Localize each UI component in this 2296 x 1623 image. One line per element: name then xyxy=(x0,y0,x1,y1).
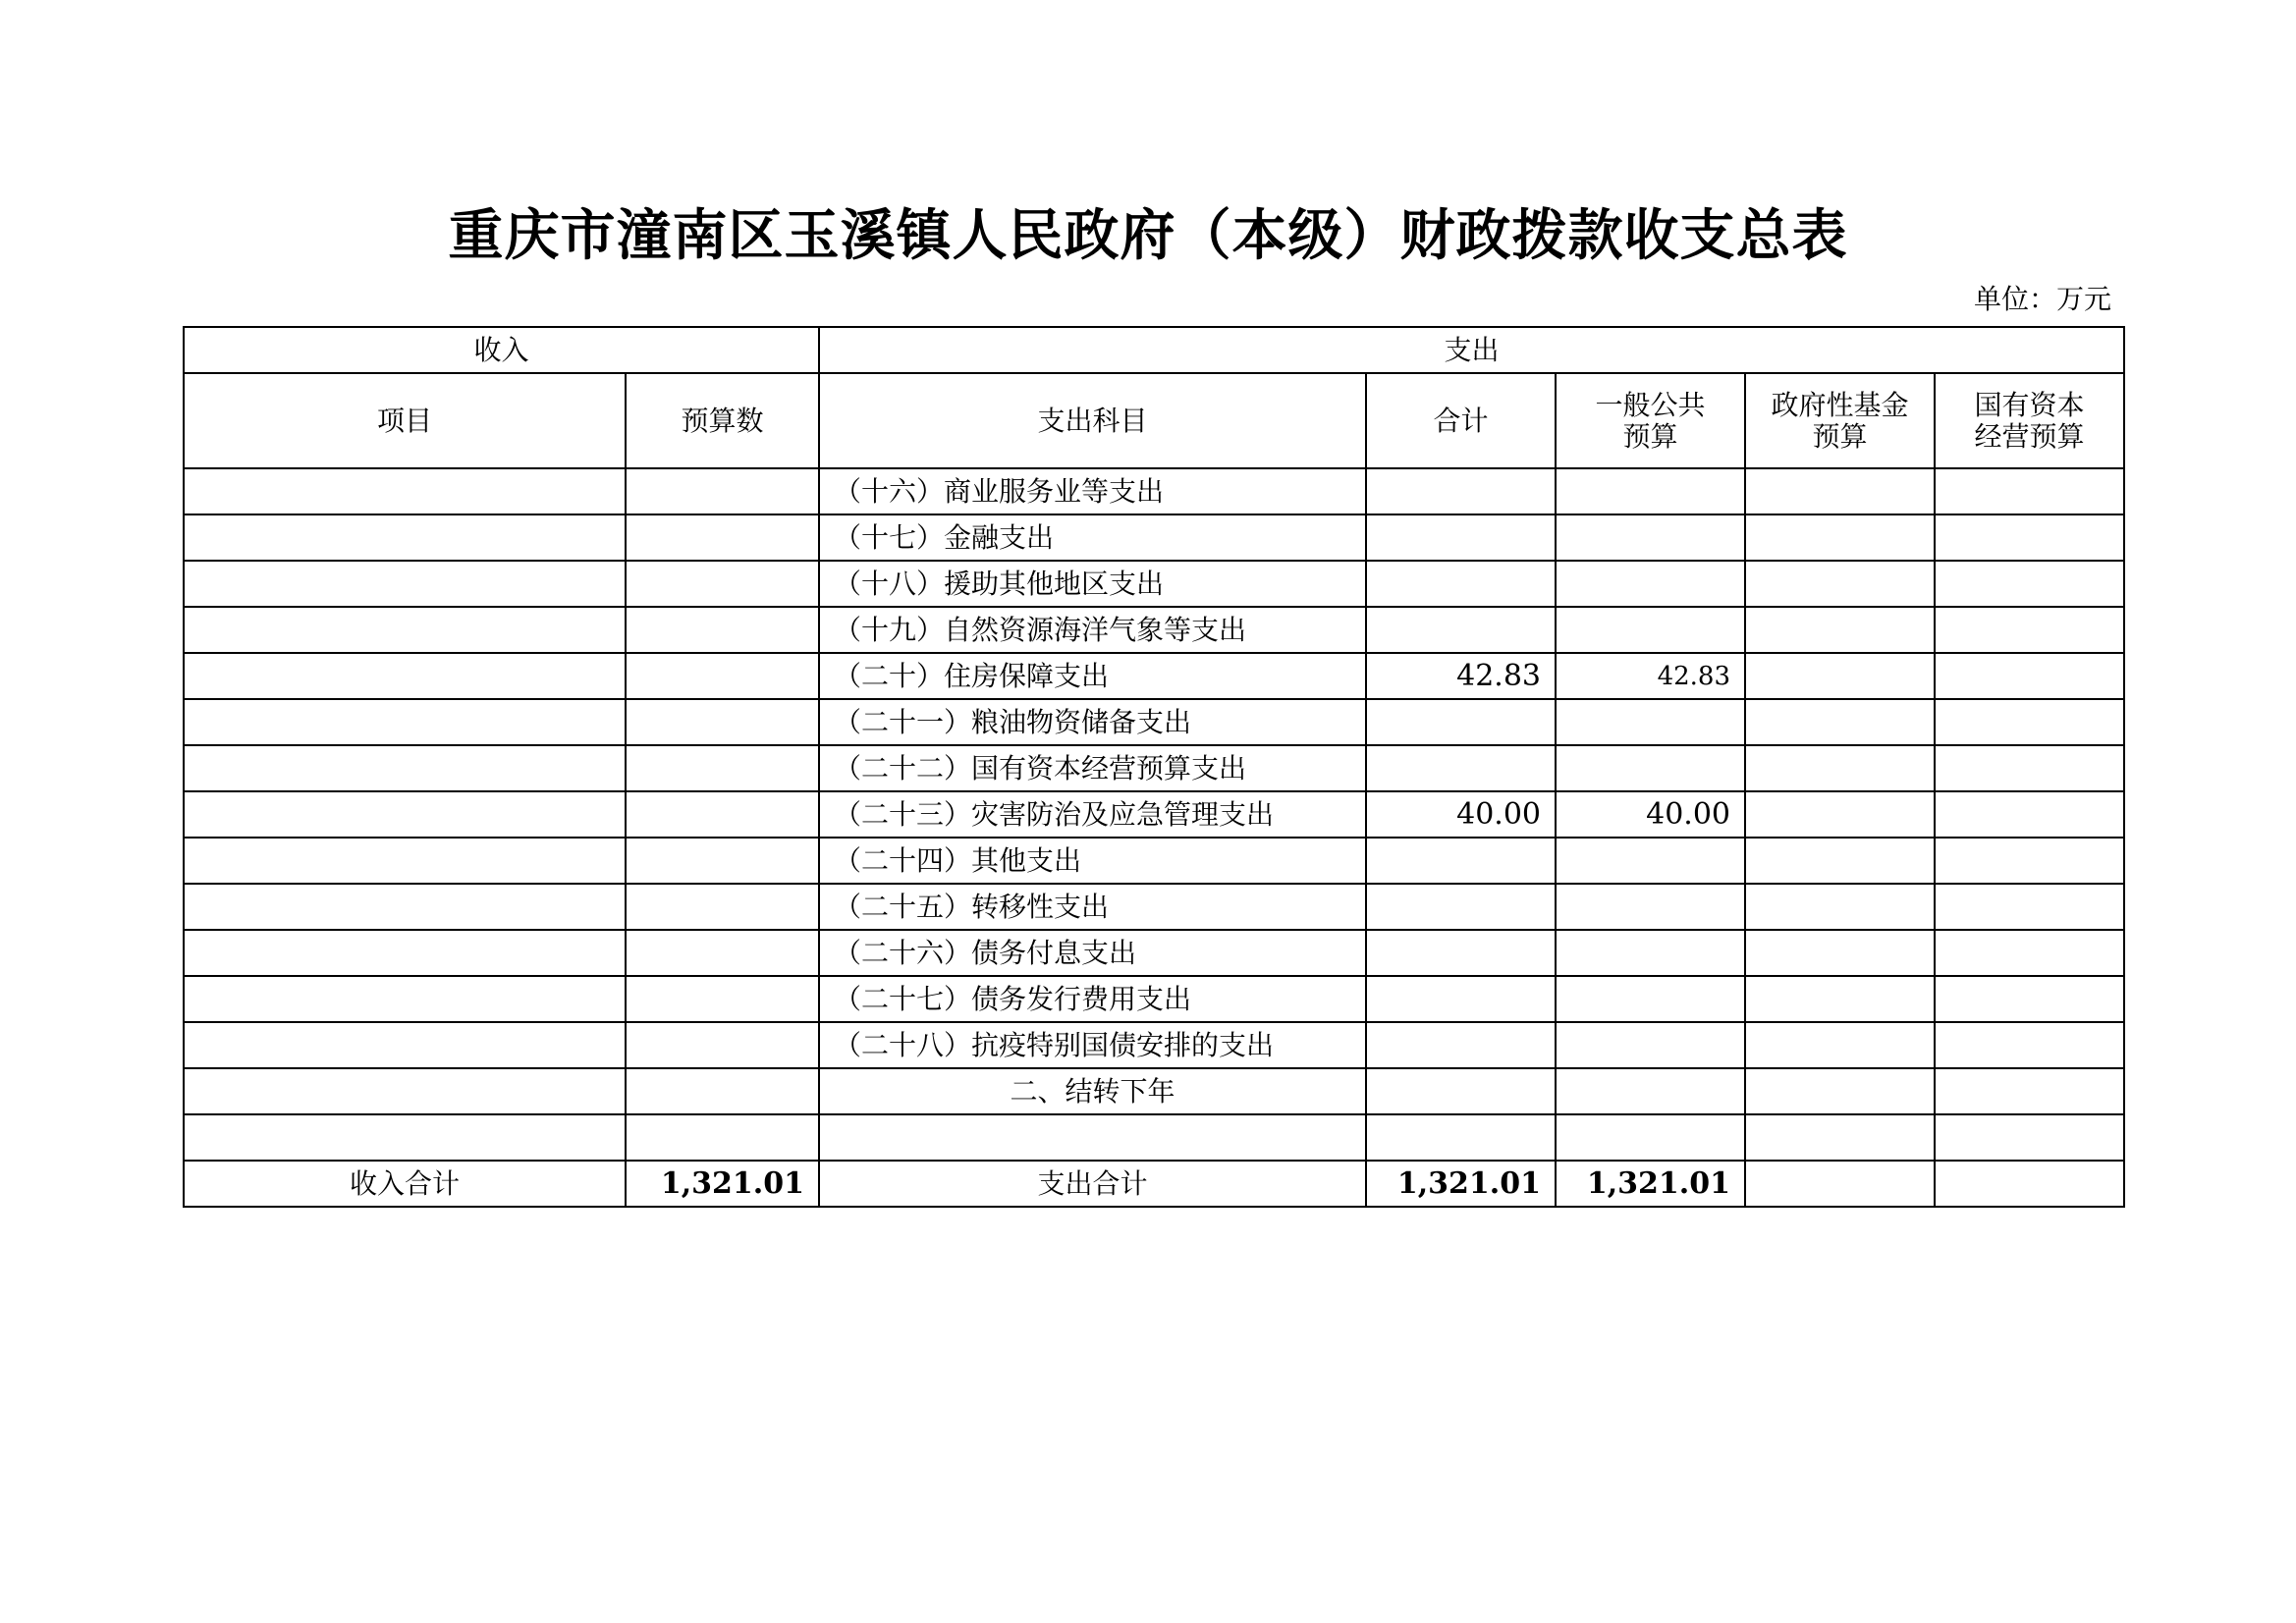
fund-cell xyxy=(1745,514,1935,561)
table-row xyxy=(184,607,2124,653)
general-cell xyxy=(1556,1022,1745,1068)
item-cell xyxy=(184,607,626,653)
item-cell xyxy=(184,561,626,607)
fund-cell xyxy=(1745,1068,1935,1114)
subject-cell: （二十一）粮油物资储备支出 xyxy=(819,699,1366,745)
state-capital-header: 国有资本 经营预算 xyxy=(1935,373,2124,468)
capital-cell xyxy=(1935,653,2124,699)
capital-cell xyxy=(1935,607,2124,653)
budget-cell xyxy=(626,699,819,745)
general-cell xyxy=(1556,930,1745,976)
unit-label: 单位：万元 xyxy=(1973,283,2111,315)
subject-cell: （二十五）转移性支出 xyxy=(819,884,1366,930)
fund-cell xyxy=(1745,653,1935,699)
capital-cell xyxy=(1935,1068,2124,1114)
subject-cell: （十七）金融支出 xyxy=(819,514,1366,561)
total-cell: 42.83 xyxy=(1366,653,1556,699)
general-cell xyxy=(1556,607,1745,653)
item-cell xyxy=(184,976,626,1022)
subject-cell: （十九）自然资源海洋气象等支出 xyxy=(819,607,1366,653)
total-cell xyxy=(1366,745,1556,791)
subject-cell: （二十六）债务付息支出 xyxy=(819,930,1366,976)
fund-cell xyxy=(1745,561,1935,607)
total-cell xyxy=(1366,561,1556,607)
budget-cell xyxy=(626,468,819,514)
table-row xyxy=(184,745,2124,791)
general-cell xyxy=(1556,884,1745,930)
general-public-header: 一般公共 预算 xyxy=(1556,373,1745,468)
item-cell xyxy=(184,468,626,514)
capital-cell xyxy=(1935,561,2124,607)
subject-cell: （二十三）灾害防治及应急管理支出 xyxy=(819,791,1366,838)
general-cell: 40.00 xyxy=(1556,791,1745,838)
subject-cell: （二十七）债务发行费用支出 xyxy=(819,976,1366,1022)
item-cell xyxy=(184,1022,626,1068)
item-cell xyxy=(184,884,626,930)
capital-cell xyxy=(1935,976,2124,1022)
subject-cell: （二十八）抗疫特别国债安排的支出 xyxy=(819,1022,1366,1068)
budget-cell xyxy=(626,838,819,884)
fund-cell xyxy=(1745,1022,1935,1068)
total-cell xyxy=(1366,699,1556,745)
budget-cell xyxy=(626,1114,819,1161)
total-cell xyxy=(1366,514,1556,561)
general-cell xyxy=(1556,468,1745,514)
capital-cell xyxy=(1935,838,2124,884)
income-total-label: 收入合计 xyxy=(184,1161,626,1207)
fund-cell xyxy=(1745,976,1935,1022)
budget-cell xyxy=(626,1022,819,1068)
general-cell xyxy=(1556,699,1745,745)
table-row xyxy=(184,930,2124,976)
item-cell xyxy=(184,514,626,561)
total-header: 合计 xyxy=(1366,373,1556,468)
totals-row xyxy=(184,1161,2124,1207)
fund-cell xyxy=(1745,745,1935,791)
general-cell xyxy=(1556,838,1745,884)
item-cell xyxy=(184,1114,626,1161)
table-row xyxy=(184,1114,2124,1161)
subject-cell: （二十四）其他支出 xyxy=(819,838,1366,884)
budget-cell xyxy=(626,745,819,791)
budget-cell xyxy=(626,884,819,930)
budget-cell xyxy=(626,607,819,653)
table-row xyxy=(184,976,2124,1022)
total-cell xyxy=(1366,930,1556,976)
header-row-2 xyxy=(184,373,2124,468)
budget-cell xyxy=(626,1068,819,1114)
expense-general-total: 1,321.01 xyxy=(1556,1161,1745,1207)
subject-cell: （十八）援助其他地区支出 xyxy=(819,561,1366,607)
capital-cell xyxy=(1935,1022,2124,1068)
table-row xyxy=(184,468,2124,514)
general-cell xyxy=(1556,1068,1745,1114)
subject-cell: 二、结转下年 xyxy=(819,1068,1366,1114)
general-cell xyxy=(1556,1114,1745,1161)
total-cell xyxy=(1366,1022,1556,1068)
table-row xyxy=(184,791,2124,838)
total-cell xyxy=(1366,1114,1556,1161)
table-row xyxy=(184,838,2124,884)
table-row xyxy=(184,561,2124,607)
table-row xyxy=(184,1022,2124,1068)
budget-cell xyxy=(626,561,819,607)
subject-cell: （二十二）国有资本经营预算支出 xyxy=(819,745,1366,791)
income-total-value: 1,321.01 xyxy=(626,1161,819,1207)
total-cell: 40.00 xyxy=(1366,791,1556,838)
budget-cell xyxy=(626,791,819,838)
budget-cell xyxy=(626,514,819,561)
expense-header: 支出 xyxy=(819,327,2124,373)
table-row xyxy=(184,1068,2124,1114)
capital-cell xyxy=(1935,930,2124,976)
header-row-1 xyxy=(184,327,2124,373)
item-cell xyxy=(184,1068,626,1114)
table-row xyxy=(184,884,2124,930)
total-cell xyxy=(1366,884,1556,930)
capital-cell xyxy=(1935,745,2124,791)
item-cell xyxy=(184,930,626,976)
gov-fund-header: 政府性基金 预算 xyxy=(1745,373,1935,468)
total-cell xyxy=(1366,976,1556,1022)
general-cell xyxy=(1556,561,1745,607)
general-cell xyxy=(1556,745,1745,791)
item-header: 项目 xyxy=(184,373,626,468)
capital-cell xyxy=(1935,699,2124,745)
expense-fund-total xyxy=(1745,1161,1935,1207)
expense-subject-header: 支出科目 xyxy=(819,373,1366,468)
capital-cell xyxy=(1935,1114,2124,1161)
general-cell xyxy=(1556,514,1745,561)
subject-cell xyxy=(819,1114,1366,1161)
expense-total-value: 1,321.01 xyxy=(1366,1161,1556,1207)
fund-cell xyxy=(1745,791,1935,838)
expense-total-label: 支出合计 xyxy=(819,1161,1366,1207)
budget-cell xyxy=(626,976,819,1022)
fund-cell xyxy=(1745,468,1935,514)
page-title: 重庆市潼南区玉溪镇人民政府（本级）财政拨款收支总表 xyxy=(448,203,1848,268)
general-cell xyxy=(1556,976,1745,1022)
total-cell xyxy=(1366,838,1556,884)
item-cell xyxy=(184,699,626,745)
capital-cell xyxy=(1935,514,2124,561)
capital-cell xyxy=(1935,468,2124,514)
budget-cell xyxy=(626,930,819,976)
expense-capital-total xyxy=(1935,1161,2124,1207)
fund-cell xyxy=(1745,838,1935,884)
income-header: 收入 xyxy=(184,327,819,373)
fund-cell xyxy=(1745,884,1935,930)
item-cell xyxy=(184,653,626,699)
fund-cell xyxy=(1745,607,1935,653)
subject-cell: （十六）商业服务业等支出 xyxy=(819,468,1366,514)
total-cell xyxy=(1366,1068,1556,1114)
budget-cell xyxy=(626,653,819,699)
fund-cell xyxy=(1745,1114,1935,1161)
capital-cell xyxy=(1935,884,2124,930)
budget-amount-header: 预算数 xyxy=(626,373,819,468)
total-cell xyxy=(1366,468,1556,514)
budget-table xyxy=(183,326,2125,1208)
item-cell xyxy=(184,791,626,838)
capital-cell xyxy=(1935,791,2124,838)
table-row xyxy=(184,699,2124,745)
general-cell: 42.83 xyxy=(1556,653,1745,699)
fund-cell xyxy=(1745,930,1935,976)
table-row xyxy=(184,514,2124,561)
fund-cell xyxy=(1745,699,1935,745)
subject-cell: （二十）住房保障支出 xyxy=(819,653,1366,699)
table-row xyxy=(184,653,2124,699)
total-cell xyxy=(1366,607,1556,653)
item-cell xyxy=(184,745,626,791)
item-cell xyxy=(184,838,626,884)
